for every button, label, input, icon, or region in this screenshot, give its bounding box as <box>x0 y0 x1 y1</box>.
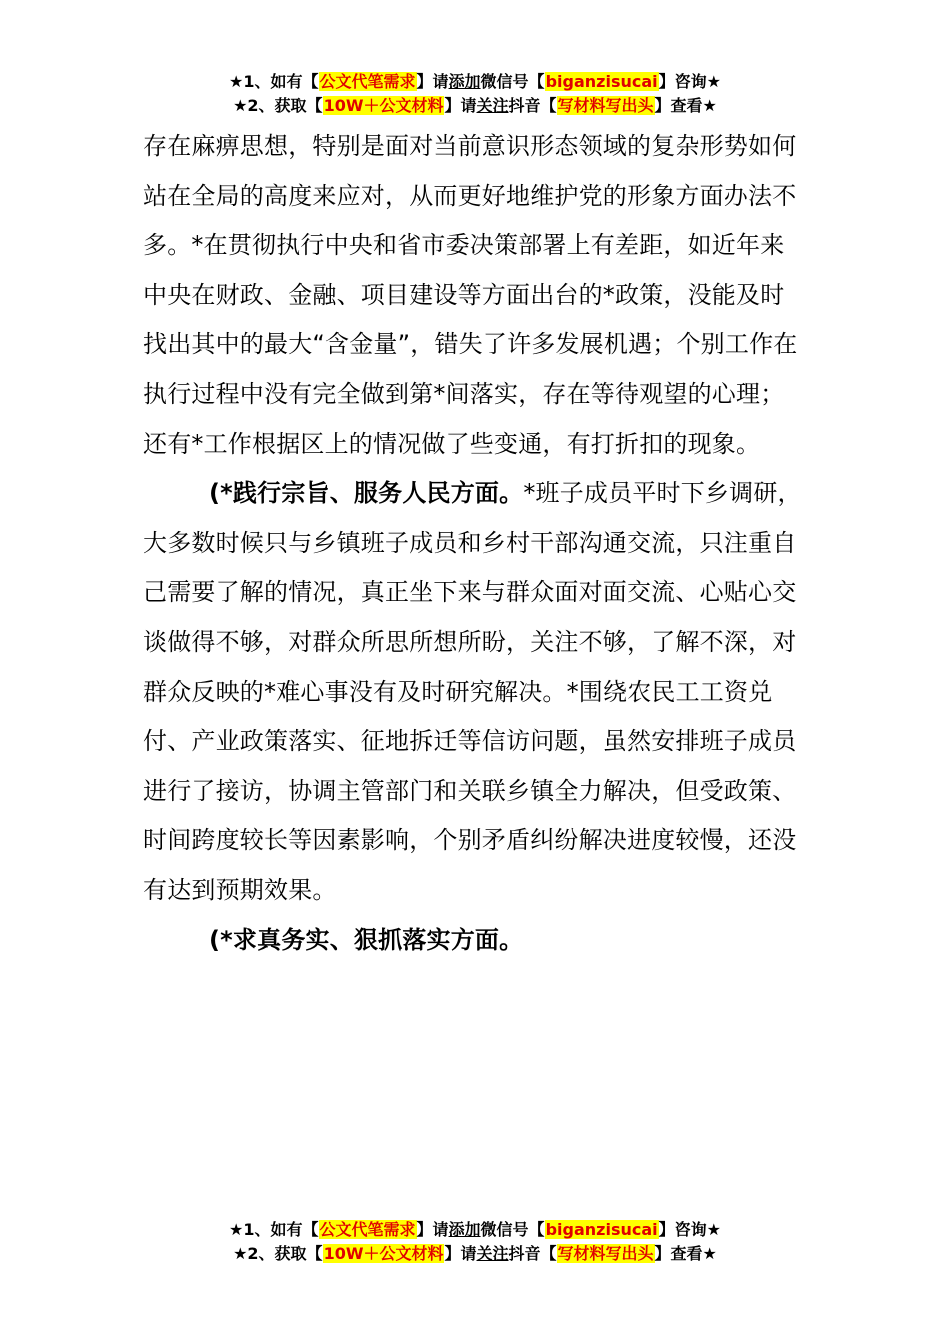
banner-text: 】查看★ <box>654 96 717 115</box>
banner-text: 】咨询★ <box>658 72 721 91</box>
banner-text: 】查看★ <box>654 1244 717 1263</box>
banner-text: 】请 <box>416 72 449 91</box>
banner-text: 】请 <box>444 96 477 115</box>
banner-underlined-text: 添加 <box>448 1220 481 1239</box>
banner-text: 抖音【 <box>508 1244 557 1263</box>
highlight-douyin-account: 写材料写出头 <box>557 1244 654 1263</box>
banner-text: 】请 <box>416 1220 449 1239</box>
banner-line-1 <box>0 70 950 94</box>
banner-text: 微信号【 <box>480 72 545 91</box>
banner-text: ★1、如有【 <box>229 72 319 91</box>
highlight-materials: 10W＋公文材料 <box>323 96 444 115</box>
header-banner <box>0 70 950 118</box>
highlight-service: 公文代笔需求 <box>319 1220 416 1239</box>
banner-line-1 <box>0 1218 950 1242</box>
highlight-materials: 10W＋公文材料 <box>323 1244 444 1263</box>
banner-line-2 <box>0 1242 950 1266</box>
section-heading-practical: (*求真务实、狠抓落实方面。 <box>209 925 524 954</box>
banner-text: ★1、如有【 <box>229 1220 319 1239</box>
banner-underlined-text: 关注 <box>476 1244 509 1263</box>
banner-text: 抖音【 <box>508 96 557 115</box>
paragraph-1: 存在麻痹思想，特别是面对当前意识形态领域的复杂形势如何站在全局的高度来应对，从而更好地维护党的形象方面办法不多。*在贯彻执行中央和省市委决策部署上有差距，如近年来中央在财政、金融、项目建设等方面出台的*政策，没能及时找出其中的最大“含金量”，错失了许多发展机遇；个别工作在执行过程中没有完全做到第*间落实，存在等待观望的心理；还有*工作根据区上的情况做了些变通，有打折扣的现象。 <box>143 132 798 458</box>
banner-line-2 <box>0 94 950 118</box>
highlight-douyin-account: 写材料写出头 <box>557 96 654 115</box>
banner-underlined-text: 关注 <box>476 96 509 115</box>
document-body <box>143 122 808 965</box>
highlight-service: 公文代笔需求 <box>319 72 416 91</box>
banner-underlined-text: 添加 <box>448 72 481 91</box>
banner-text: ★2、获取【 <box>233 1244 323 1263</box>
footer-banner <box>0 1218 950 1266</box>
banner-text: ★2、获取【 <box>233 96 323 115</box>
highlight-wechat-id: biganzisucai <box>545 72 658 91</box>
highlight-wechat-id: biganzisucai <box>545 1220 658 1239</box>
banner-text: 】请 <box>444 1244 477 1263</box>
banner-text: 微信号【 <box>480 1220 545 1239</box>
paragraph-2-text: *班子成员平时下乡调研，大多数时候只与乡镇班子成员和乡村干部沟通交流，只注重自己需要了解的情况，真正坐下来与群众面对面交流、心贴心交谈做得不够，对群众所思所想所盼，关注不够，了解不深，对群众反映的*难心事没有及时研究解决。*围绕农民工工资兑付、产业政策落实、征地拆迁等信访问题，虽然安排班子成员进行了接访，协调主管部门和关联乡镇全力解决，但受政策、时间跨度较长等因素影响，个别矛盾纠纷解决进度较慢，还没有达到预期效果。 <box>143 479 802 904</box>
banner-text: 】咨询★ <box>658 1220 721 1239</box>
paragraph-2 <box>143 469 808 915</box>
section-heading-serve-people: (*践行宗旨、服务人民方面。 <box>209 479 524 508</box>
